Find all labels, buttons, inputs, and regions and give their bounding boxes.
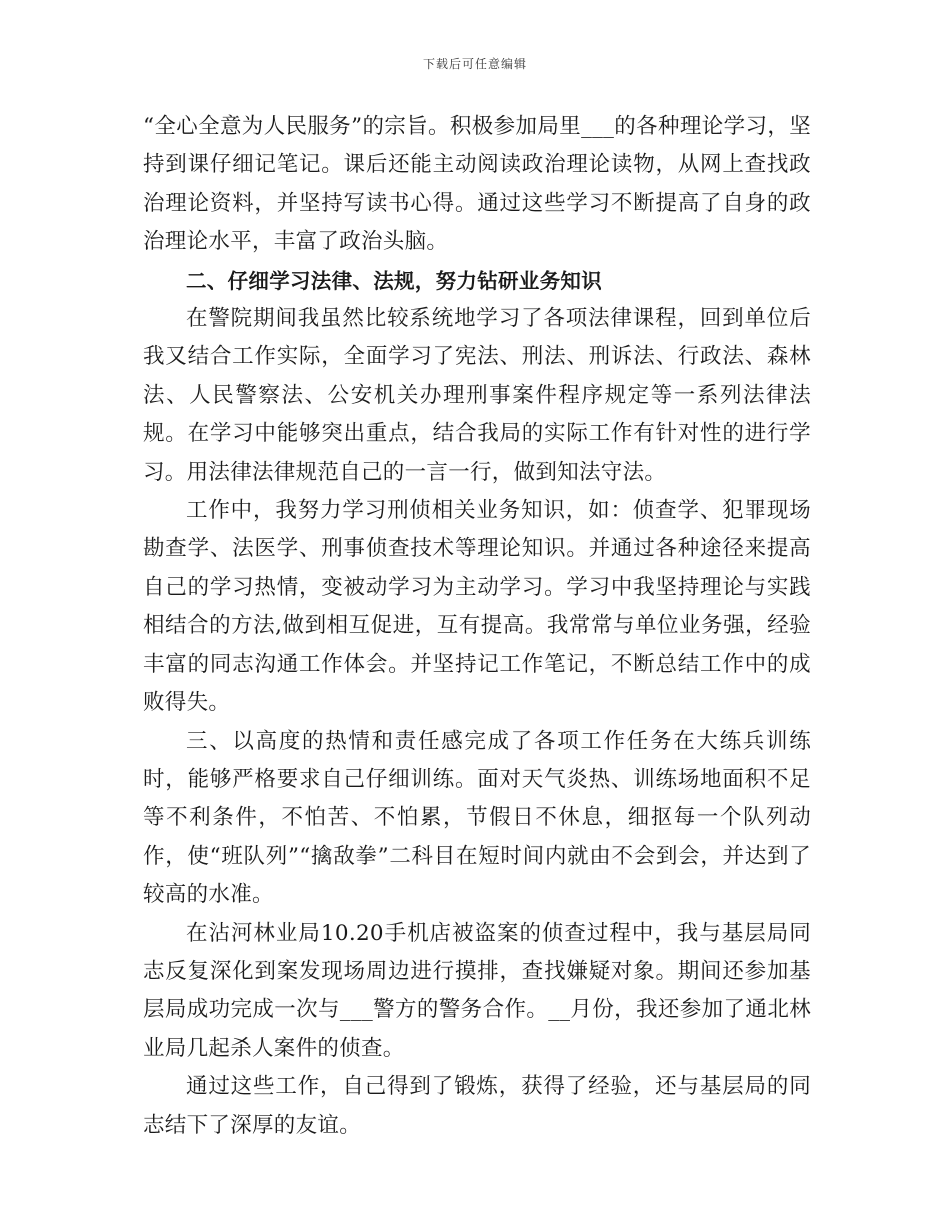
paragraph-training-tasks: 三、以高度的热情和责任感完成了各项工作任务在大练兵训练时，能够严格要求自己仔细训练。面对天气炎热、训练场地面积不足等不利条件，不怕苦、不怕累，节假日不休息，细抠每一个队列动作，使“班队列”“擒敌拳”二科目在短时间内就由不会到会，并达到了较高的水准。 — [143, 728, 811, 908]
document-body — [143, 108, 811, 1145]
paragraph-investigation-knowledge: 工作中，我努力学习刑侦相关业务知识，如：侦查学、犯罪现场勘查学、法医学、刑事侦查技术等理论知识。并通过各种途径来提高自己的学习热情，变被动学习为主动学习。学习中我坚持理论与实践相结合的方法,做到相互促进，互有提高。我常常与单位业务强，经验丰富的同志沟通工作体会。并坚持记工作笔记，不断总结工作中的成败得失。 — [143, 498, 811, 716]
section-heading-law-study: 二、仔细学习法律、法规，努力钻研业务知识 — [186, 268, 602, 293]
paragraph-case-investigation: 在沾河林业局10.20手机店被盗案的侦查过程中，我与基层局同志反复深化到案发现场周边进行摸排，查找嫌疑对象。期间还参加基层局成功完成一次与___警方的警务合作。__月份，我还参加了通北林业局几起杀人案件的侦查。 — [143, 920, 811, 1061]
paragraph-political-study: “全心全意为人民服务”的宗旨。积极参加局里___的各种理论学习，坚持到课仔细记笔记。课后还能主动阅读政治理论读物，从网上查找政治理论资料，并坚持写读书心得。通过这些学习不断提高了自身的政治理论水平，丰富了政治头脑。 — [143, 114, 811, 255]
page-header: 下载后可任意编辑 — [422, 57, 527, 71]
paragraph-law-courses: 在警院期间我虽然比较系统地学习了各项法律课程，回到单位后我又结合工作实际，全面学习了宪法、刑法、刑诉法、行政法、森林法、人民警察法、公安机关办理刑事案件程序规定等一系列法律法规。在学习中能够突出重点，结合我局的实际工作有针对性的进行学习。用法律法律规范自己的一言一行，做到知法守法。 — [143, 306, 811, 485]
paragraph-conclusion: 通过这些工作，自己得到了锻炼，获得了经验，还与基层局的同志结下了深厚的友谊。 — [143, 1074, 811, 1138]
